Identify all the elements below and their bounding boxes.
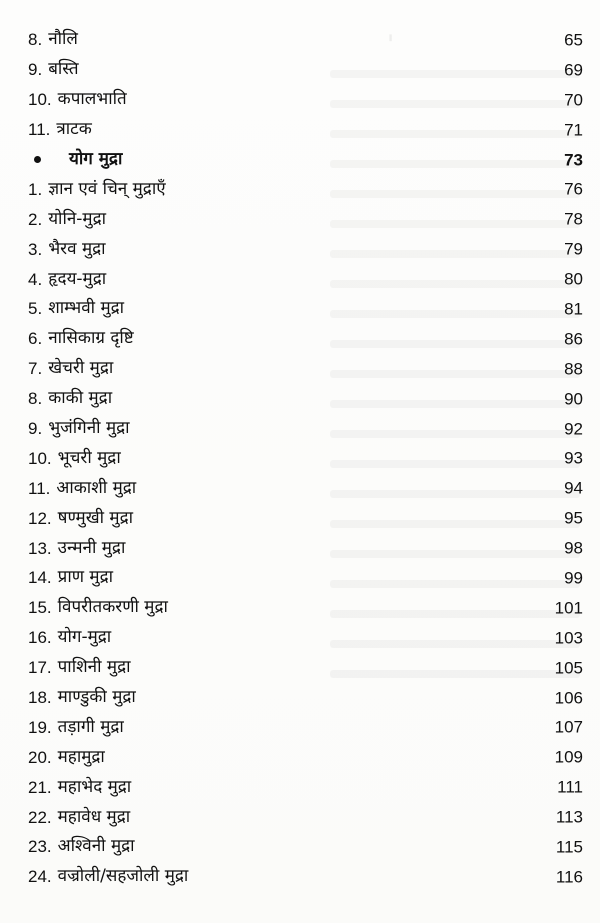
toc-page-number: 94 xyxy=(564,478,583,498)
toc-page-number: 95 xyxy=(564,508,583,528)
toc-entry-title: भूचरी मुद्रा xyxy=(57,447,121,468)
toc-page-number: 109 xyxy=(554,747,583,767)
toc-entry xyxy=(28,623,583,653)
toc-entry-number: 10. xyxy=(28,90,52,110)
toc-entry-number: 3. xyxy=(28,239,43,259)
toc-entry xyxy=(28,503,583,533)
toc-page-number: 70 xyxy=(564,90,583,110)
toc-entry-number: 10. xyxy=(28,448,52,468)
toc-entry-number: 2. xyxy=(28,209,43,229)
toc-page-number: 71 xyxy=(564,120,583,140)
toc-entry xyxy=(28,25,583,55)
toc-entry-number: 11. xyxy=(28,120,51,140)
toc-entry-number: 14. xyxy=(28,568,52,588)
toc-entry xyxy=(28,683,583,713)
bullet-icon xyxy=(34,156,41,163)
show-through-text: ॑ xyxy=(395,33,397,73)
toc-entry-number: 6. xyxy=(28,329,43,349)
toc-entry-title: उन्मनी मुद्रा xyxy=(57,537,126,558)
toc-entry-title: षण्मुखी मुद्रा xyxy=(57,507,134,528)
toc-entry-title: विपरीतकरणी मुद्रा xyxy=(57,597,168,618)
toc-entry xyxy=(28,414,583,444)
toc-entry xyxy=(28,384,583,414)
toc-page-number: 111 xyxy=(557,777,583,797)
toc-entry-number: 11. xyxy=(28,478,51,498)
toc-entry-title: नासिकाग्र दृष्टि xyxy=(48,328,134,349)
toc-entry-title: ज्ञान एवं चिन् मुद्राएँ xyxy=(48,178,166,199)
toc-page-number: 79 xyxy=(564,239,583,259)
toc-page-number: 81 xyxy=(564,299,583,319)
toc-entry-number: 13. xyxy=(28,538,52,558)
toc-page-number: 101 xyxy=(554,598,583,618)
toc-entry xyxy=(28,204,583,234)
toc-page-number: 93 xyxy=(564,448,583,468)
toc-entry-title: प्राण मुद्रा xyxy=(57,567,114,588)
toc-page-number: 115 xyxy=(555,837,583,857)
toc-entry-number: 7. xyxy=(28,359,43,379)
toc-page-number: 99 xyxy=(564,568,583,588)
toc-entry-number: 9. xyxy=(28,60,43,80)
toc-entry-number: 4. xyxy=(28,269,43,289)
toc-page-number: 98 xyxy=(564,538,583,558)
toc-entry-title: वज्रोली/सहजोली मुद्रा xyxy=(57,866,189,887)
toc-entry-number: 21. xyxy=(28,777,52,797)
toc-entry xyxy=(28,593,583,623)
toc-entry xyxy=(28,354,583,384)
toc-entry xyxy=(28,533,583,563)
toc-entry xyxy=(28,563,583,593)
toc-entry-number: 8. xyxy=(28,30,43,50)
toc-entry xyxy=(28,473,583,503)
toc-entry-title: कपालभाति xyxy=(57,89,127,110)
toc-entry-title: बस्ति xyxy=(48,59,79,80)
toc-entry-title: महामुद्रा xyxy=(57,746,105,767)
toc-entry-title: योनि-मुद्रा xyxy=(48,208,107,229)
toc-entry-title: नौलि xyxy=(48,29,78,50)
toc-page-number: 73 xyxy=(564,150,583,169)
toc-entry xyxy=(28,174,583,204)
toc-entry-number: 22. xyxy=(28,807,52,827)
toc-entry-number: 24. xyxy=(28,867,52,887)
toc-entry-number: 23. xyxy=(28,837,52,857)
toc-entry-number: 15. xyxy=(28,598,52,618)
toc-entry xyxy=(28,772,583,802)
toc-entry xyxy=(28,742,583,772)
toc-entry-number: 1. xyxy=(28,179,43,199)
toc-entry-title: तड़ागी मुद्रा xyxy=(57,716,124,737)
toc-page-number: 107 xyxy=(554,717,583,737)
toc-entry xyxy=(28,115,583,145)
toc-section-title: योग मुद्रा xyxy=(69,149,123,169)
toc-entry-number: 18. xyxy=(28,688,52,708)
toc-entry xyxy=(28,832,583,862)
toc-entry-title: महावेध मुद्रा xyxy=(57,806,131,827)
toc-entry-title: त्राटक xyxy=(56,119,92,140)
toc-entry xyxy=(28,85,583,115)
toc-entry xyxy=(28,802,583,832)
toc-page-number: 69 xyxy=(564,60,583,80)
toc-entry-title: अश्विनी मुद्रा xyxy=(57,836,135,857)
toc-entry-number: 16. xyxy=(28,628,52,648)
toc-page-number: 86 xyxy=(564,329,583,349)
toc-entry-title: शाम्भवी मुद्रा xyxy=(48,298,125,319)
toc-page-number: 106 xyxy=(554,688,583,708)
toc-entry xyxy=(28,712,583,742)
toc-page-number: 78 xyxy=(564,209,583,229)
toc-entry-title: माण्डुकी मुद्रा xyxy=(57,687,136,708)
toc-entry xyxy=(28,443,583,473)
toc-entry-title: पाशिनी मुद्रा xyxy=(57,657,131,678)
toc-entry-title: आकाशी मुद्रा xyxy=(56,477,137,498)
toc-entry-number: 9. xyxy=(28,419,43,439)
toc-entry-title: भुजंगिनी मुद्रा xyxy=(48,418,130,439)
toc-entry-title: खेचरी मुद्रा xyxy=(48,358,114,379)
toc-entry-number: 12. xyxy=(28,508,52,528)
toc-page-number: 65 xyxy=(564,30,583,50)
toc-entry-title: योग-मुद्रा xyxy=(57,627,112,648)
toc-entry xyxy=(28,653,583,683)
toc-page-number: 103 xyxy=(554,628,583,648)
toc-page-number: 92 xyxy=(564,419,583,439)
toc-page-number: 116 xyxy=(555,867,583,887)
toc-entry-number: 17. xyxy=(28,658,52,678)
toc-page-number: 88 xyxy=(564,359,583,379)
toc-page-number: 90 xyxy=(564,389,583,409)
toc-entry xyxy=(28,294,583,324)
toc-entry xyxy=(28,55,583,85)
toc-page-number: 105 xyxy=(554,658,583,678)
toc-section-heading xyxy=(28,145,583,175)
toc-page-number: 76 xyxy=(564,179,583,199)
toc-entry-title: महाभेद मुद्रा xyxy=(57,776,132,797)
toc-page-number: 113 xyxy=(555,807,583,827)
toc-entry-number: 5. xyxy=(28,299,43,319)
toc-entry-title: काकी मुद्रा xyxy=(48,388,113,409)
toc-page-number: 80 xyxy=(564,269,583,289)
toc-entry xyxy=(28,324,583,354)
toc-entry-number: 19. xyxy=(28,717,52,737)
toc-entry xyxy=(28,862,583,892)
toc-entry-number: 8. xyxy=(28,389,43,409)
toc-entry-title: भैरव मुद्रा xyxy=(48,238,106,259)
table-of-contents xyxy=(28,25,583,892)
toc-entry-number: 20. xyxy=(28,747,52,767)
toc-entry xyxy=(28,264,583,294)
toc-entry-title: हृदय-मुद्रा xyxy=(48,268,107,289)
toc-entry xyxy=(28,234,583,264)
